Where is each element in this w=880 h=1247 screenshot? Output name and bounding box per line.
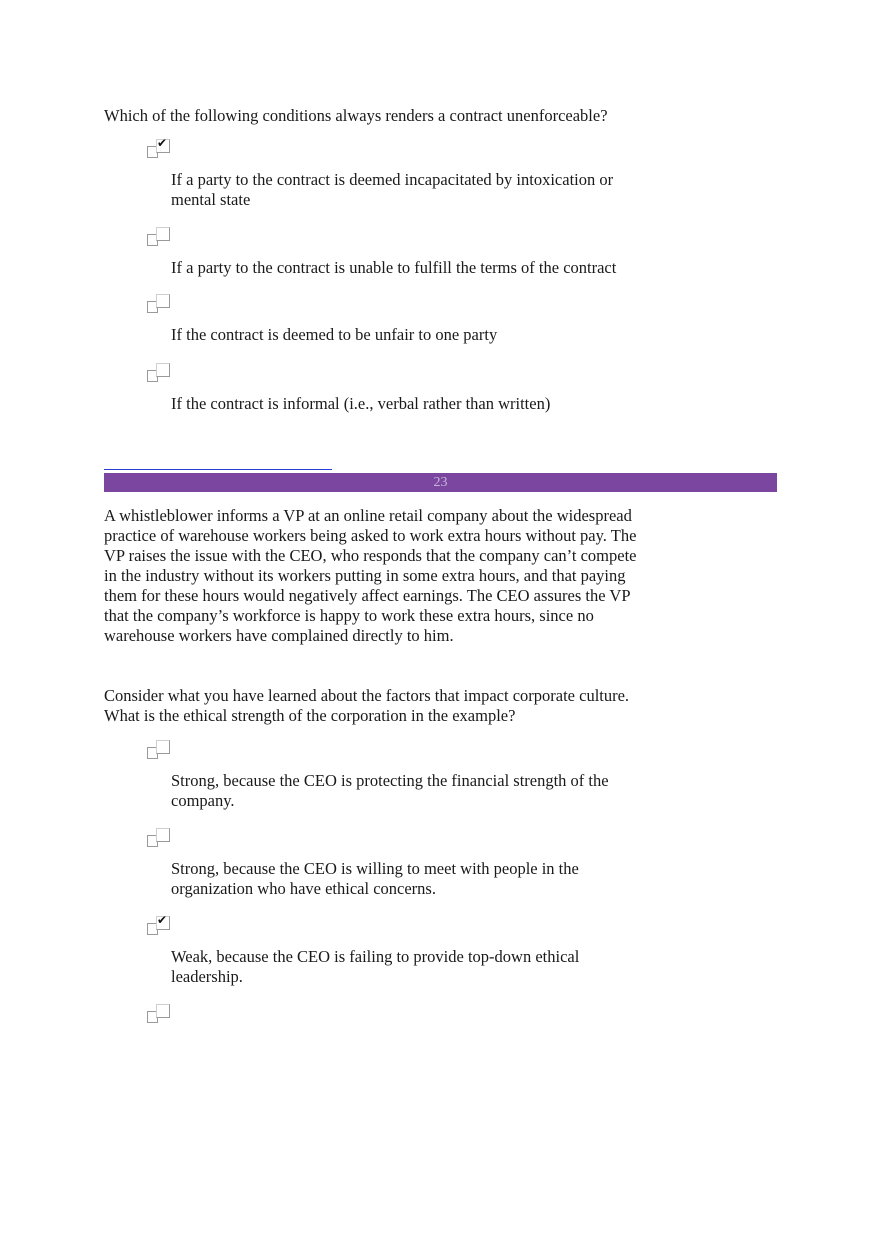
question-23-option-1[interactable] [147, 740, 647, 811]
question-22-option-3[interactable] [147, 294, 647, 345]
question-23-option-4[interactable] [147, 1004, 647, 1035]
question-22-option-1[interactable] [147, 136, 647, 210]
option-label: If the contract is informal (i.e., verbal rather than written) [171, 394, 551, 413]
checkbox-icon[interactable] [147, 363, 171, 383]
link-underline [104, 469, 332, 470]
question-23-option-3[interactable] [147, 913, 647, 987]
question-number-bar: 23 [104, 473, 777, 492]
question-22-prompt: Which of the following conditions always renders a contract unenforceable? [104, 106, 608, 125]
question-23-option-2[interactable] [147, 828, 647, 899]
question-23-prompt: Consider what you have learned about the factors that impact corporate culture. What is the ethical strength of the corporation in the example? [104, 686, 630, 725]
checkbox-icon[interactable] [147, 227, 171, 247]
option-label: Strong, because the CEO is willing to meet with people in the organization who have ethical concerns. [171, 859, 579, 898]
checkmark-icon: ✔ [157, 136, 168, 150]
question-22-option-2[interactable] [147, 227, 647, 278]
checkbox-icon[interactable] [147, 740, 171, 760]
checkbox-icon[interactable] [147, 913, 171, 936]
option-label: If the contract is deemed to be unfair to one party [171, 325, 498, 344]
checkbox-icon[interactable] [147, 1004, 171, 1024]
question-23-scenario: A whistleblower informs a VP at an online retail company about the widespread practice of warehouse workers being asked to work extra hours without pay. The VP raises the issue with the CEO, who responds that the company can’t compete in the industry without its workers putting in some extra hours, and that paying them for these hours would negatively affect earnings. The CEO assures the VP that the company’s workforce is happy to work these extra hours, since no warehouse workers have complained directly to him. [104, 506, 637, 645]
checkbox-icon[interactable] [147, 136, 171, 159]
question-22-option-4[interactable] [147, 363, 647, 414]
checkbox-icon[interactable] [147, 828, 171, 848]
option-label: Strong, because the CEO is protecting the financial strength of the company. [171, 771, 609, 810]
checkmark-icon: ✔ [157, 913, 168, 927]
option-label: Weak, because the CEO is failing to provide top-down ethical leadership. [171, 947, 580, 986]
option-label: If a party to the contract is deemed incapacitated by intoxication or mental state [171, 170, 614, 209]
checkbox-icon[interactable] [147, 294, 171, 314]
option-label: If a party to the contract is unable to fulfill the terms of the contract [171, 258, 617, 277]
